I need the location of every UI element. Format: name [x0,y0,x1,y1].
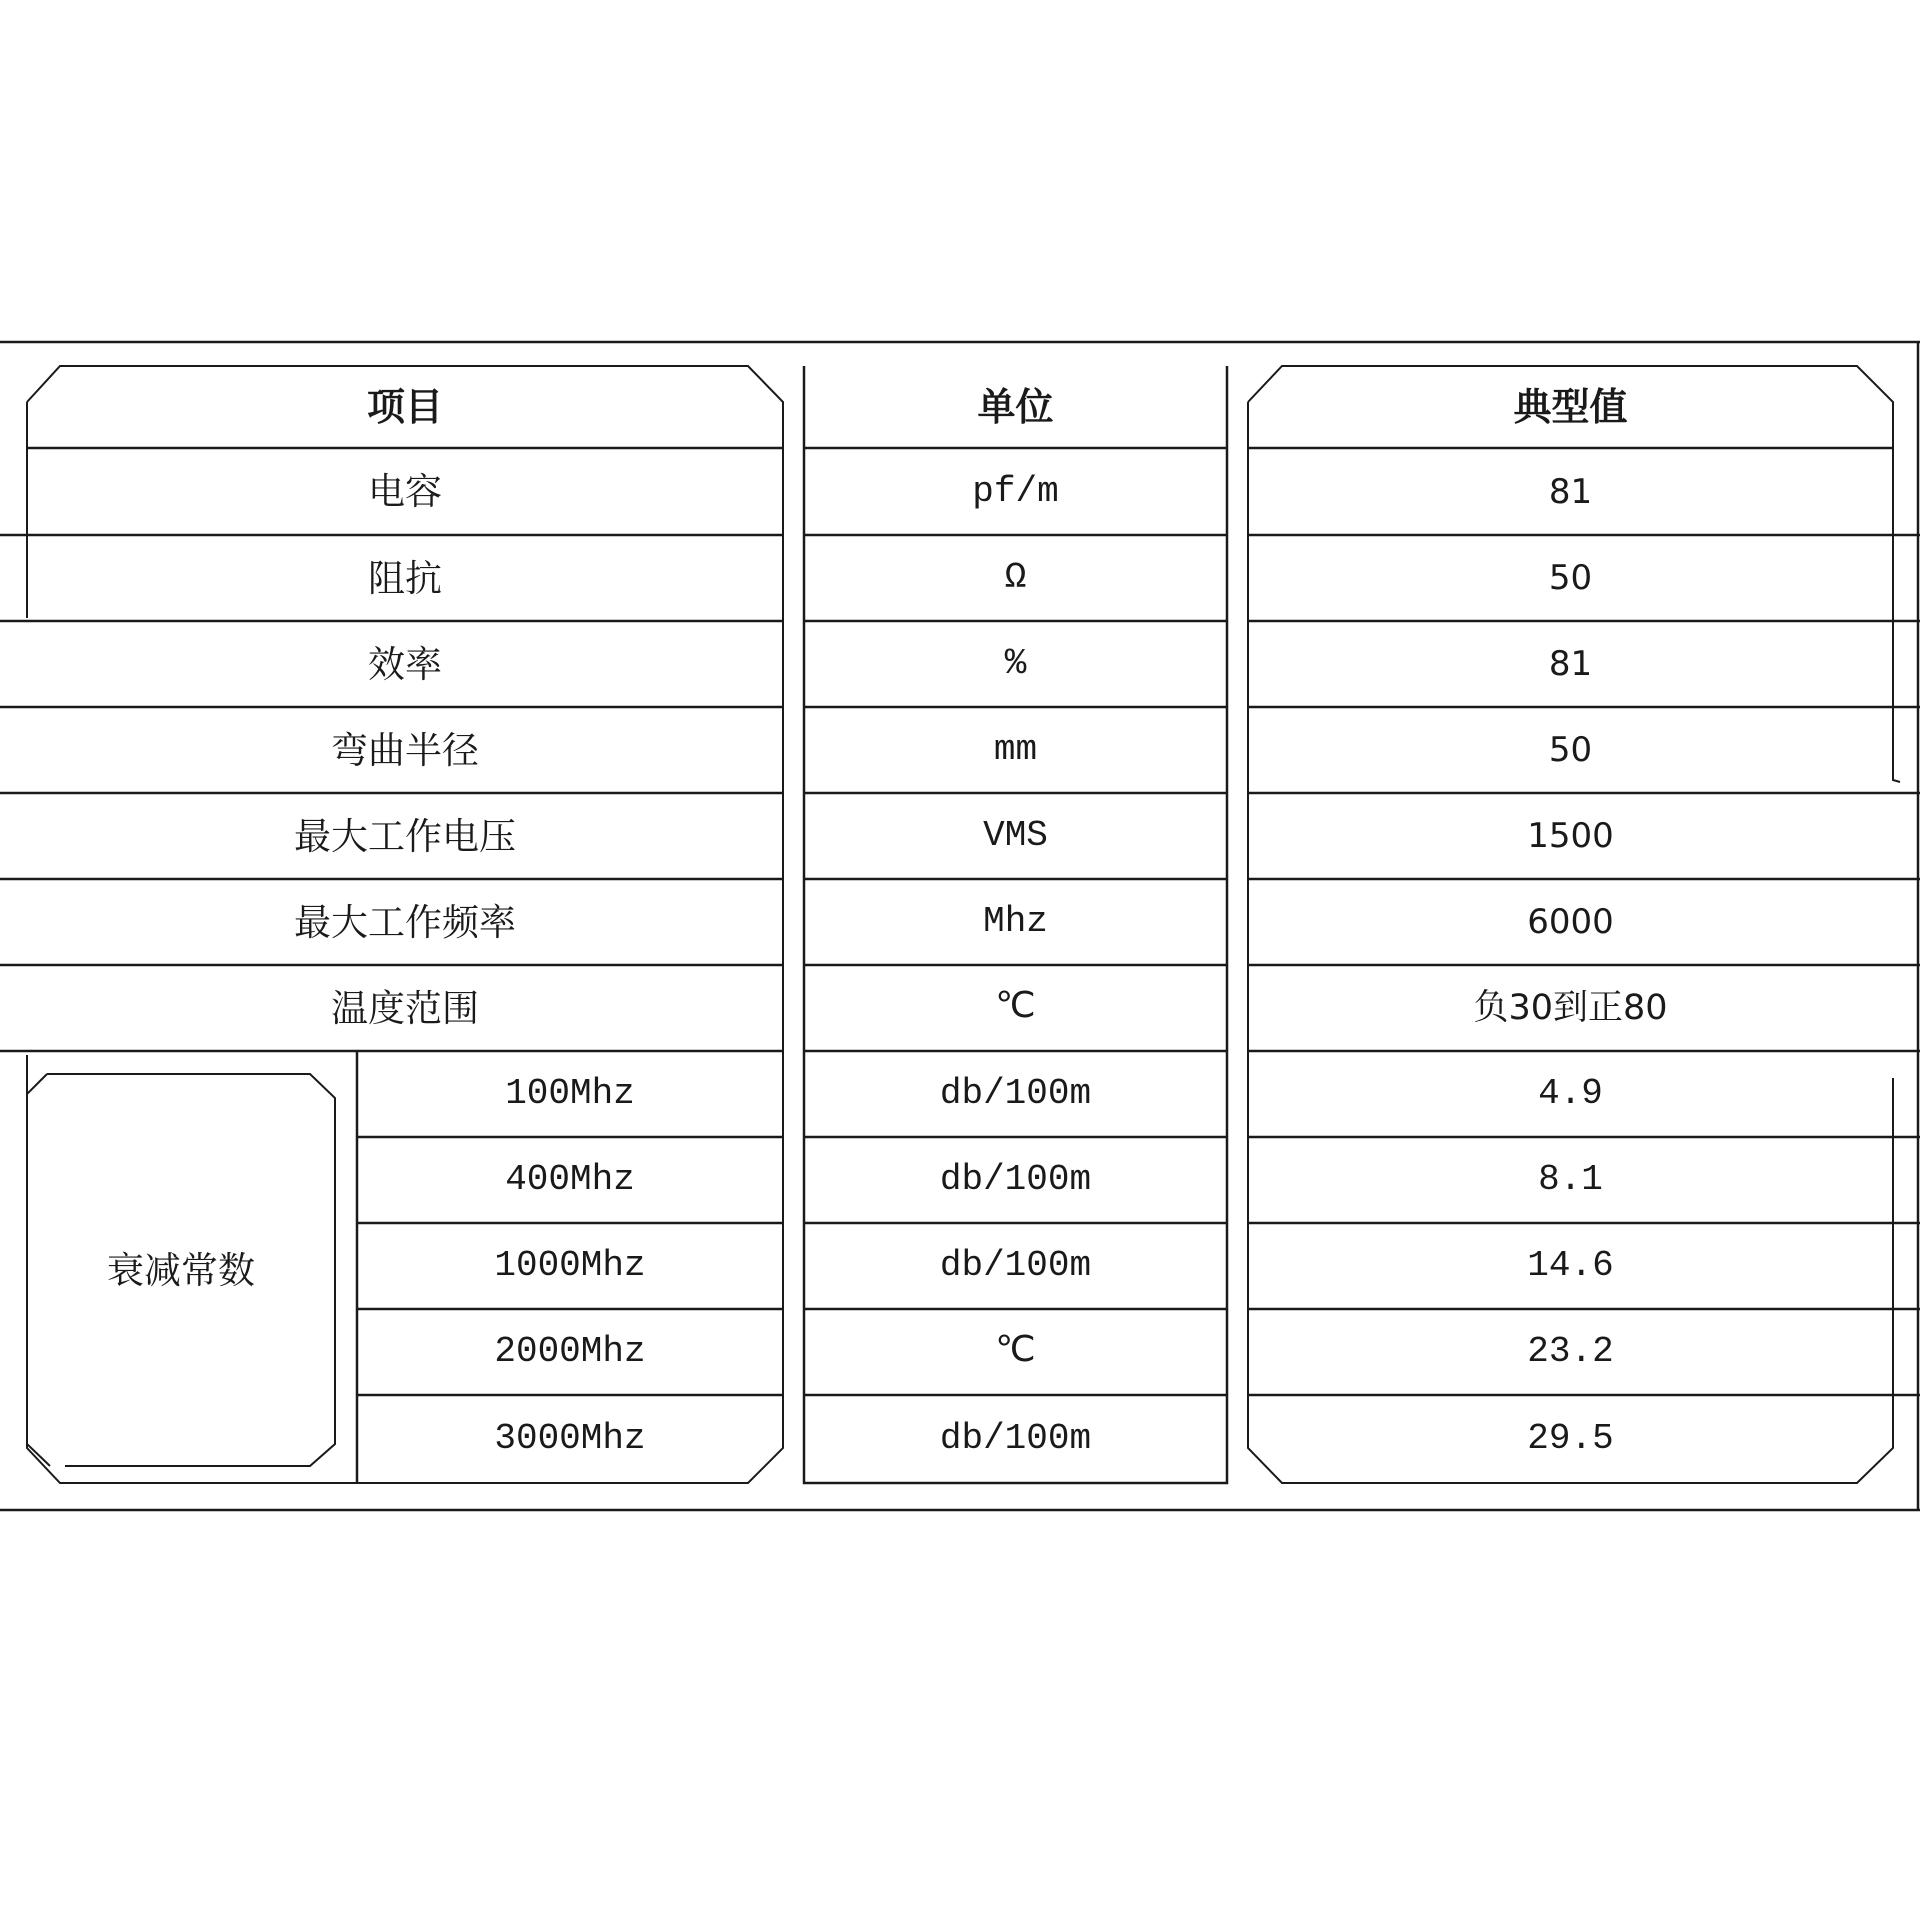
row-item: 效率 [368,642,442,686]
attenuation-freq: 400Mhz [505,1159,635,1200]
header-unit: 单位 [977,385,1054,429]
attenuation-label: 衰减常数 [107,1248,255,1292]
header-value: 典型值 [1513,385,1628,429]
row-item: 最大工作频率 [294,900,516,944]
attenuation-value: 4.9 [1538,1073,1603,1114]
row-value: 81 [1548,471,1593,512]
row-unit: mm [993,729,1038,770]
attenuation-unit: db/100m [939,1245,1092,1286]
row-item: 弯曲半径 [331,728,479,772]
attenuation-value: 29.5 [1527,1418,1614,1459]
row-unit: Mhz [983,901,1048,942]
row-item: 阻抗 [368,556,442,600]
row-item: 最大工作电压 [294,814,516,858]
row-unit: % [1004,643,1027,684]
attenuation-value: 8.1 [1538,1159,1603,1200]
row-unit: pf/m [972,470,1059,512]
attenuation-freq: 1000Mhz [494,1245,646,1286]
attenuation-unit: ℃ [995,1331,1036,1372]
row-unit: ℃ [995,987,1036,1028]
row-value: 6000 [1527,902,1614,942]
header-item: 项目 [366,385,443,429]
attenuation-freq: 3000Mhz [494,1418,646,1459]
row-value: 81 [1548,644,1593,684]
row-value: 1500 [1527,816,1614,856]
attenuation-value: 14.6 [1527,1245,1614,1286]
attenuation-value: 23.2 [1527,1331,1614,1372]
attenuation-unit: db/100m [939,1418,1092,1459]
attenuation-freq: 2000Mhz [494,1331,646,1372]
row-item: 电容 [368,470,442,513]
row-unit: VMS [983,815,1048,856]
row-value: 50 [1548,730,1593,770]
attenuation-unit: db/100m [939,1073,1092,1114]
attenuation-unit: db/100m [939,1159,1092,1200]
row-value: 50 [1548,558,1593,598]
row-value: 负30到正80 [1473,987,1668,1028]
row-unit: Ω [1004,557,1027,598]
row-item: 温度范围 [331,986,479,1030]
attenuation-freq: 100Mhz [505,1073,635,1114]
